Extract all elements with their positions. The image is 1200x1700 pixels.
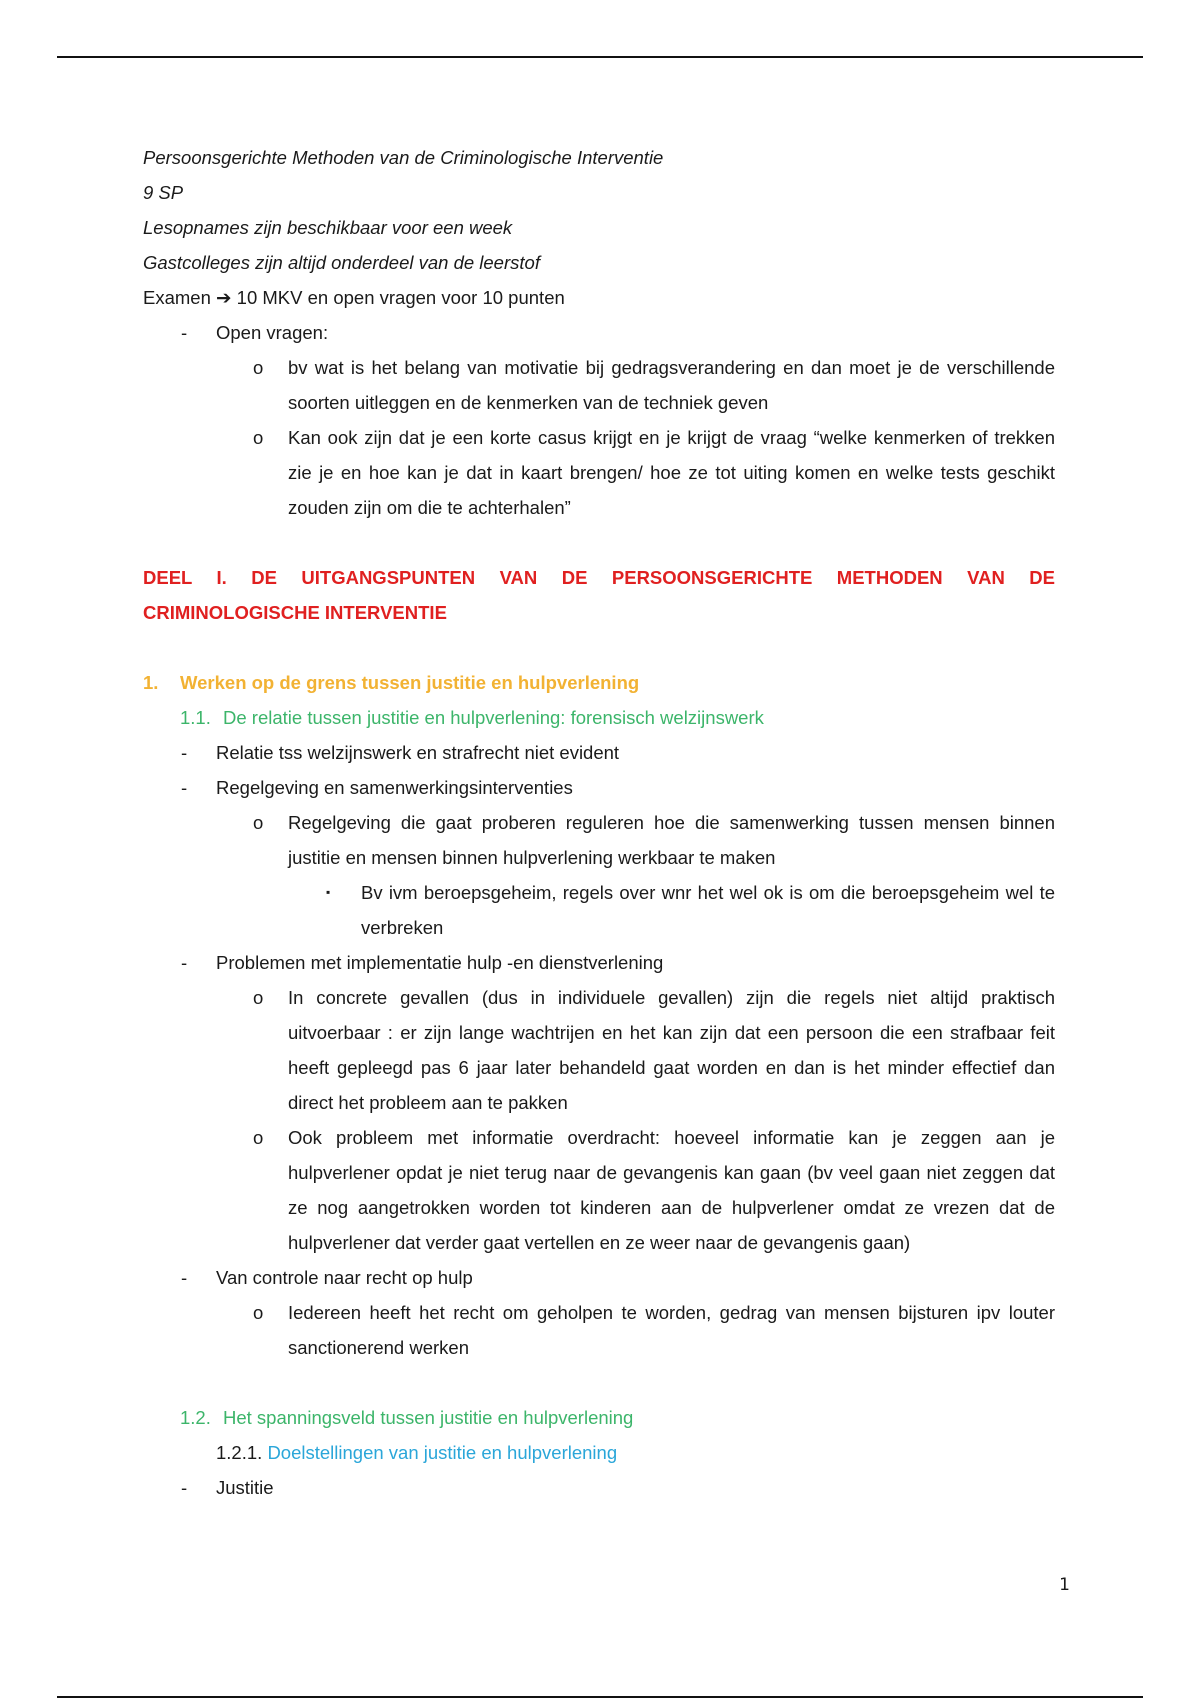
circle-bullet: o	[253, 1127, 264, 1148]
circle-bullet: o	[253, 987, 264, 1008]
note-recordings: Lesopnames zijn beschikbaar voor een week	[143, 217, 513, 238]
list-item	[143, 1120, 1055, 1260]
dash-bullet: -	[181, 322, 188, 343]
list-item	[143, 945, 1055, 980]
section-heading-1	[143, 665, 1055, 700]
item-text: Relatie tss welzijnswerk en strafrecht niet evident	[216, 742, 620, 763]
dash-bullet: -	[181, 952, 188, 973]
page-number: 1	[1059, 1575, 1070, 1595]
list-item	[143, 1295, 1055, 1365]
circle-bullet: o	[253, 357, 264, 378]
item-text: Bv ivm beroepsgeheim, regels over wnr het wel ok is om die beroepsgeheim wel te verbreken	[361, 882, 1055, 938]
square-bullet: ▪	[326, 885, 331, 899]
circle-bullet: o	[253, 427, 264, 448]
item-text: Van controle naar recht op hulp	[216, 1267, 473, 1288]
open-questions-label: Open vragen:	[216, 322, 329, 343]
item-text: Regelgeving en samenwerkingsinterventies	[216, 777, 573, 798]
open-question-example-2: Kan ook zijn dat je een korte casus krijgt en je krijgt de vraag “welke kenmerken of trekken zie je en hoe kan je dat in kaart brengen/ hoe ze tot uiting komen en welke tests geschikt zouden zijn om die te achterhalen”	[288, 427, 1055, 518]
section-title: Werken op de grens tussen justitie en hulpverlening	[180, 672, 640, 693]
item-text: In concrete gevallen (dus in individuele gevallen) zijn die regels niet altijd praktisch uitvoerbaar : er zijn lange wachtrijen en het kan zijn dat een persoon die een strafbaar feit heeft gepleegd pas 6 jaar later behandeld gaat worden en dan is het minder effectief dan direct het probleem aan te pakken	[288, 987, 1055, 1113]
circle-bullet: o	[253, 1302, 264, 1323]
subsubsection-number: 1.2.1.	[216, 1442, 263, 1463]
list-item	[143, 875, 1055, 945]
circle-bullet: o	[253, 812, 264, 833]
subsubsection-title: Doelstellingen van justitie en hulpverlening	[267, 1442, 618, 1463]
item-text: Ook probleem met informatie overdracht: hoeveel informatie kan je zeggen aan je hulpverlener opdat je niet terug naar de gevangenis kan gaan (bv veel gaan niet zeggen dat ze nog aangetrokken worden tot kinderen aan de hulpverlener omdat ze vrezen dat de hulpverlener dat verder gaat vertellen en ze weer naar de gevangenis gaan)	[288, 1127, 1055, 1253]
subsubsection-heading-1-2-1	[143, 1435, 1055, 1470]
exam-line	[143, 280, 1055, 315]
list-item	[143, 980, 1055, 1120]
subsection-heading-1-1	[143, 700, 1055, 735]
list-item	[143, 315, 1055, 350]
dash-bullet: -	[181, 1477, 188, 1498]
list-item	[143, 1470, 1055, 1505]
arrow-icon: ➔	[216, 287, 232, 308]
header-rule	[57, 56, 1143, 58]
exam-prefix: Examen	[143, 287, 211, 308]
list-item	[143, 1260, 1055, 1295]
part-heading: DEEL I. DE UITGANGSPUNTEN VAN DE PERSOONSGERICHTE METHODEN VAN DE CRIMINOLOGISCHE INTERVENTIE	[143, 567, 1055, 623]
item-text: Problemen met implementatie hulp -en dienstverlening	[216, 952, 664, 973]
document-body	[143, 140, 1055, 1505]
subsection-number: 1.2.	[180, 1407, 211, 1428]
open-question-example-1: bv wat is het belang van motivatie bij gedragsverandering en dan moet je de verschillende soorten uitleggen en de kenmerken van de techniek geven	[288, 357, 1055, 413]
list-item	[143, 770, 1055, 805]
dash-bullet: -	[181, 742, 188, 763]
exam-detail: 10 MKV en open vragen voor 10 punten	[236, 287, 565, 308]
list-item	[143, 420, 1055, 525]
footer-rule	[57, 1696, 1143, 1698]
list-item	[143, 735, 1055, 770]
dash-bullet: -	[181, 777, 188, 798]
course-title: Persoonsgerichte Methoden van de Criminologische Interventie	[143, 147, 664, 168]
item-text: Justitie	[216, 1477, 274, 1498]
item-text: Regelgeving die gaat proberen reguleren hoe die samenwerking tussen mensen binnen justitie en mensen binnen hulpverlening werkbaar te maken	[288, 812, 1055, 868]
subsection-title: De relatie tussen justitie en hulpverlening: forensisch welzijnswerk	[223, 707, 764, 728]
subsection-title: Het spanningsveld tussen justitie en hulpverlening	[223, 1407, 634, 1428]
subsection-heading-1-2	[143, 1400, 1055, 1435]
section-number: 1.	[143, 672, 159, 693]
note-guest-lectures: Gastcolleges zijn altijd onderdeel van de leerstof	[143, 252, 540, 273]
list-item	[143, 805, 1055, 875]
list-item	[143, 350, 1055, 420]
item-text: Iedereen heeft het recht om geholpen te worden, gedrag van mensen bijsturen ipv louter sanctionerend werken	[288, 1302, 1055, 1358]
dash-bullet: -	[181, 1267, 188, 1288]
subsection-number: 1.1.	[180, 707, 211, 728]
course-credits: 9 SP	[143, 182, 184, 203]
